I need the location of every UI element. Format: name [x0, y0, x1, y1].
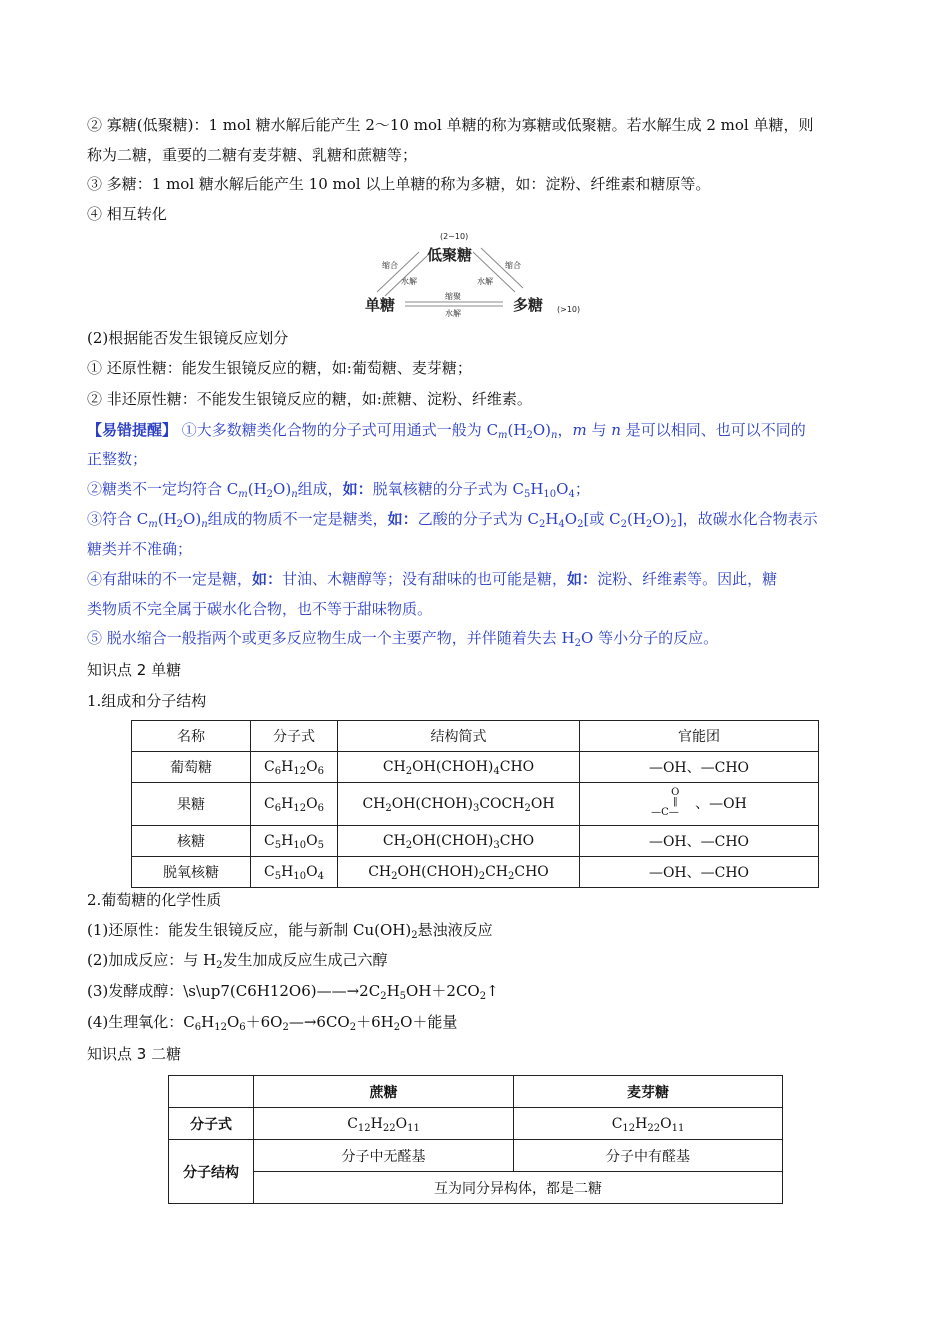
table-row: [169, 1108, 783, 1140]
cell-formula: $C_5H_{10}O_4$: [251, 857, 338, 888]
header-functional-group: 官能团: [580, 721, 819, 752]
diagram-polysaccharide: 多糖: [513, 296, 544, 314]
tip-label: 【易错提醒】: [87, 421, 178, 439]
tip-line-5: 糖类并不准确；: [87, 540, 193, 558]
label-right-down: 水解: [477, 277, 493, 286]
property-reducibility: (1)还原性：能发生银镜反应，能与新制 $Cu(OH)_2$悬浊液反应: [87, 921, 493, 941]
tip-line-1: 【易错提醒】 ①大多数糖类化合物的分子式可用通式一般为 $C_m(H_2O)_n$，m 与 n 是可以相同、也可以不同的: [87, 421, 806, 441]
header-sucrose: 蔗糖: [254, 1076, 514, 1108]
subheading-chemical-properties: 2.葡萄糖的化学性质: [87, 891, 222, 909]
paragraph-oligosaccharide-2: 称为二糖，重要的二糖有麦芽糖、乳糖和蔗糖等；: [87, 146, 418, 164]
header-maltose: 麦芽糖: [514, 1076, 783, 1108]
diagram-top-note: (2~10): [440, 232, 469, 241]
row-label-formula: 分子式: [169, 1108, 254, 1140]
cell-functional-group: —OH、—CHO: [580, 857, 819, 888]
disaccharide-table: [168, 1075, 783, 1204]
cell-formula: $C_6H_{12}O_6$: [251, 752, 338, 783]
paragraph-silver-mirror: (2)根据能否发生银镜反应划分: [87, 329, 289, 347]
table-header-row: [169, 1076, 783, 1108]
table-row: [169, 1140, 783, 1172]
diagram-oligosaccharide: 低聚糖: [427, 246, 473, 264]
paragraph-polysaccharide: ③ 多糖：1 mol 糖水解后能产生 10 mol 以上单糖的称为多糖，如：淀粉、纤维素和糖原等。: [87, 175, 711, 193]
cell-structure: $CH_2OH(CHOH)_3CHO$: [338, 826, 580, 857]
table-header-row: [132, 721, 819, 752]
sugar-conversion-diagram: [355, 228, 595, 320]
cell-name: 脱氧核糖: [132, 857, 251, 888]
row-label-structure: 分子结构: [169, 1140, 254, 1204]
heading-knowledge-point-3: 知识点 3 二糖: [87, 1045, 182, 1063]
cell-functional-group: O ‖ —C— 、—OH: [580, 783, 819, 826]
cell-structure: $CH_2OH(CHOH)_3COCH_2OH$: [338, 783, 580, 826]
cell-name: 核糖: [132, 826, 251, 857]
arrow-right-down: [473, 252, 515, 292]
label-left-up: 缩合: [382, 261, 398, 270]
table-row: [132, 826, 819, 857]
table-row: [132, 783, 819, 826]
header-name: 名称: [132, 721, 251, 752]
cell-sucrose-formula: $C_{12}H_{22}O_{11}$: [254, 1108, 514, 1140]
cell-functional-group: —OH、—CHO: [580, 826, 819, 857]
diagram-right-note: (>10): [557, 305, 581, 314]
carbonyl-group-icon: O ‖ —C—: [651, 787, 680, 818]
paragraph-nonreducing-sugar: ② 非还原性糖：不能发生银镜反应的糖，如:蔗糖、淀粉、纤维素。: [87, 390, 532, 408]
heading-knowledge-point-2: 知识点 2 单糖: [87, 661, 182, 679]
subheading-composition: 1.组成和分子结构: [87, 692, 207, 710]
property-addition: (2)加成反应：与 $H_2$发生加成反应生成己六醇: [87, 951, 388, 971]
arrow-left-up: [377, 252, 419, 292]
tip-line-4: ③符合 $C_m(H_2O)_n$组成的物质不一定是糖类，如：乙酸的分子式为 $C_2H_4O_2$[或 $C_2(H_2O)_2$]，故碳水化合物表示: [87, 510, 818, 530]
tip-line-7: 类物质不完全属于碳水化合物，也不等于甜味物质。: [87, 600, 433, 618]
cell-maltose-structure: 分子中有醛基: [514, 1140, 783, 1172]
tip-line-8: ⑤ 脱水缩合一般指两个或更多反应物生成一个主要产物，并伴随着失去 $H_2O$ 等小分子的反应。: [87, 629, 719, 649]
cell-formula: $C_6H_{12}O_6$: [251, 783, 338, 826]
header-formula: 分子式: [251, 721, 338, 752]
monosaccharide-table: [131, 720, 819, 888]
cell-sucrose-structure: 分子中无醛基: [254, 1140, 514, 1172]
cell-name: 果糖: [132, 783, 251, 826]
property-fermentation: (3)发酵成醇：$\backslash s\backslash up7(C6H12O6)——\to 2C_2H_5OH+2CO_2↑$: [87, 982, 499, 1002]
cell-functional-group: —OH、—CHO: [580, 752, 819, 783]
paragraph-oligosaccharide-1: ② 寡糖(低聚糖)：1 mol 糖水解后能产生 2～10 mol 单糖的称为寡糖或低聚糖。若水解生成 2 mol 单糖，则: [87, 116, 814, 134]
tip-line-3: ②糖类不一定均符合 $C_m(H_2O)_n$组成，如：脱氧核糖的分子式为 $C_5H_{10}O_4$；: [87, 480, 590, 500]
cell-maltose-formula: $C_{12}H_{22}O_{11}$: [514, 1108, 783, 1140]
label-bottom-down: 水解: [445, 309, 461, 318]
cell-formula: $C_5H_{10}O_5$: [251, 826, 338, 857]
cell-structure: $CH_2OH(CHOH)_4CHO$: [338, 752, 580, 783]
diagram-monosaccharide: 单糖: [365, 296, 396, 314]
label-right-up: 缩合: [505, 261, 521, 270]
cell-structure: $CH_2OH(CHOH)_2CH_2CHO$: [338, 857, 580, 888]
paragraph-reducing-sugar: ① 还原性糖：能发生银镜反应的糖，如:葡萄糖、麦芽糖；: [87, 359, 472, 377]
paragraph-interconversion: ④ 相互转化: [87, 205, 167, 223]
tip-line-6: ④有甜味的不一定是糖，如：甘油、木糖醇等；没有甜味的也可能是糖，如：淀粉、纤维素等。因此，糖: [87, 570, 778, 588]
cell-common-note: 互为同分异构体，都是二糖: [254, 1172, 783, 1204]
table-row: [169, 1172, 783, 1204]
table-row: [132, 857, 819, 888]
table-row: [132, 752, 819, 783]
tip-line-2: 正整数；: [87, 450, 148, 468]
header-structure: 结构简式: [338, 721, 580, 752]
header-empty: [169, 1076, 254, 1108]
label-bottom-up: 缩聚: [445, 292, 461, 301]
label-left-down: 水解: [401, 277, 417, 286]
property-oxidation: (4)生理氧化：$C_6H_{12}O_6+6O_2—\to 6CO_2+6H_2O+$能量: [87, 1013, 458, 1033]
cell-name: 葡萄糖: [132, 752, 251, 783]
